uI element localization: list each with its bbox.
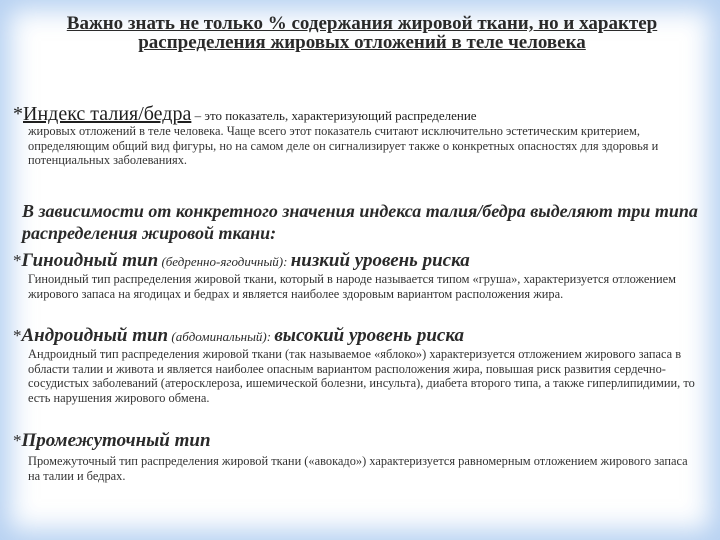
android-heading [13, 325, 464, 347]
gynoid-heading [13, 250, 470, 272]
bullet-marker: * [13, 251, 22, 270]
types-subheading: В зависимости от конкретного значения индекса талия/бедра выделяют три типа распределения жировой ткани: [22, 201, 698, 243]
gynoid-description: Гиноидный тип распределения жировой ткани, который в народе называется типом «груша», характеризуется отложением жирового запаса на ягодицах и бедрах и является наиболее здоровым вариантом расположения жира. [28, 272, 677, 301]
android-risk: высокий уровень риска [274, 325, 464, 346]
intermediate-description: Промежуточный тип распределения жировой ткани («авокадо») характеризуется равномерным отложением жирового запаса на талии и бедрах. [28, 454, 688, 483]
slide-title: Важно знать не только % содержания жировой ткани, но и характер распределения жировых отложений в теле человека [66, 13, 658, 53]
intermediate-heading [13, 430, 211, 452]
bullet-marker: * [13, 326, 22, 345]
index-intro: – это показатель, характеризующий распределение [191, 108, 477, 123]
android-name: Андроидный тип [21, 325, 169, 346]
android-description: Андроидный тип распределения жировой ткани (так называемое «яблоко») характеризуется отложением жирового запаса в области талии и живота и является наиболее опасным вариантом расположения жира, повышая риск развития сердечно-сосудистых заболеваний (атеросклероза, ишемической болезни, инсульта), диабета второго типа, а также гиперлипидимии, то есть нарушения жирового обмена. [28, 347, 695, 405]
index-term: Индекс талия/бедра [23, 103, 192, 125]
bullet-marker: * [13, 431, 22, 450]
intermediate-name: Промежуточный тип [21, 430, 211, 451]
gynoid-risk: низкий уровень риска [290, 250, 470, 271]
android-paren: (абдоминальный): [168, 329, 275, 344]
gynoid-paren: (бедренно-ягодичный): [158, 254, 291, 269]
gynoid-name: Гиноидный тип [21, 250, 159, 271]
bullet-marker: * [13, 103, 23, 125]
index-description: жировых отложений в теле человека. Чаще всего этот показатель считают исключительно эстетическим критерием, определяющим общий вид фигуры, но на самом деле он сигнализирует также о конкретных опасностях для здоровья и потенциальных заболеваниях. [28, 124, 659, 168]
